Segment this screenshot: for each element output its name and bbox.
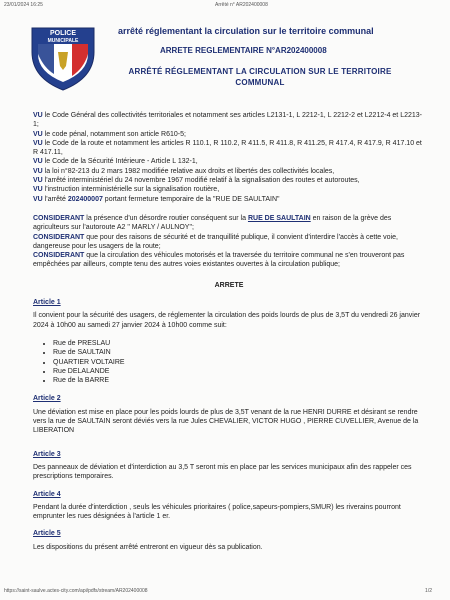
document-subtitle: ARRÊTÉ RÉGLEMENTANT LA CIRCULATION SUR LE TERRITOIRE COMMUNAL — [128, 67, 392, 87]
police-municipale-logo — [28, 22, 98, 92]
vu-section: VU le Code Général des collectivités territoriales et notamment ses articles L2131-1, L 2212-1, L 2212-2 et L2212-4 et L2213-1; VU le code pénal, notamment son article R610-5; VU le Code de la route et notamment les articles R 110.1, R 110.2, R 411.5, R 411.8, R 411.25, R 417.4, R 417.9, R 417.10 et R 417.11, VU le Code de la Sécurité Intérieure - Article L 132-1, VU la loi n°82-213 du 2 mars 1982 modifiée relative aux droits et libertés des collectivités locales, VU l'arrêté interministériel du 24 novembre 1967 modifié relatif à la signalisation des routes et autoroutes, VU l'instruction interministérielle sur la signalisation routière, VU l'arrêté 202400007 portant fermeture temporaire de la "RUE DE SAULTAIN" — [33, 112, 422, 203]
logo-text-top: POLICE — [49, 30, 77, 37]
logo-text-bottom: MUNICIPALE — [47, 38, 79, 44]
article-title: Article 5 — [33, 530, 61, 538]
document-body — [33, 111, 425, 552]
article-text: Une déviation est mise en place pour les poids lourds de plus de 3,5T venant de la rue HENRI DURRE et désirant se rendre vers la rue de SAULTAIN seront déviés vers la rue Jules CHEVALIER, VICTOR HUGO , PIERRE CUVELLIER, Avenue de la LIBERATION — [33, 408, 419, 435]
article-text: Il convient pour la sécurité des usagers, de réglementer la circulation des poids lourds de plus de 3,5T du vendredi 26 janvier 2024 à 10h00 au samedi 27 janvier 2024 à 10h00 comme suit: — [33, 312, 421, 329]
article-3 — [33, 450, 425, 482]
article-2 — [33, 394, 425, 435]
footer-url: https://saint-saulve.actes-city.com/api/pdfs/stream/AR202400008 — [4, 588, 148, 594]
article-1 — [33, 298, 425, 385]
article-title: Article 2 — [33, 395, 61, 403]
regulation-number: ARRETE REGLEMENTAIRE N°AR202400008 — [160, 46, 327, 55]
article-text: Les dispositions du présent arrêté entreront en vigueur dès sa publication. — [33, 543, 263, 551]
page-number: 1/2 — [425, 588, 432, 594]
article-title: Article 3 — [33, 450, 61, 458]
article-5 — [33, 529, 425, 552]
list-item: • Rue DELALANDE — [53, 367, 425, 376]
print-reference: Arrêté n° AR202400008 — [215, 2, 268, 8]
considerant-section: CONSIDERANT la présence d'un désordre routier conséquent sur la RUE DE SAULTAIN en raison de la grève des agriculteurs sur l'autoroute A2 " MARLY / AULNOY"; CONSIDERANT que pour des raisons de sécurité et de tranquillité publique, il convient d'interdire l'accès à cette voie, dangereuse pour les usagers de la route; CONSIDERANT que la circulation des véhicules motorisés et la traversée du territoire communal ne s'en trouveront pas empêchées par ailleurs, compte tenu des autres voies existantes ouvertes à la circulation publique; — [33, 214, 405, 269]
article-title: Article 1 — [33, 299, 61, 307]
list-item: • Rue de la BARRE — [53, 376, 425, 385]
street-list — [53, 339, 425, 385]
article-text: Des panneaux de déviation et d'interdiction au 3,5 T seront mis en place par les services municipaux afin des rappeler ces prescriptions temporaires. — [33, 463, 412, 481]
arrete-heading: ARRETE — [214, 281, 244, 289]
article-title: Article 4 — [33, 490, 61, 498]
article-text: Pendant la durée d'interdiction , seuls les véhicules prioritaires ( police,sapeurs-pompiers,SMUR) les riverains pourront emprunter les rues désignées à l'article 1 er. — [33, 503, 401, 521]
print-datetime: 23/01/2024 16:25 — [4, 2, 43, 8]
article-4 — [33, 490, 425, 522]
list-item: • QUARTIER VOLTAIRE — [53, 358, 425, 367]
document-title: arrêté réglementant la circulation sur le territoire communal — [118, 26, 374, 36]
list-item: • Rue de SAULTAIN — [53, 348, 425, 357]
list-item: • Rue de PRESLAU — [53, 339, 425, 348]
